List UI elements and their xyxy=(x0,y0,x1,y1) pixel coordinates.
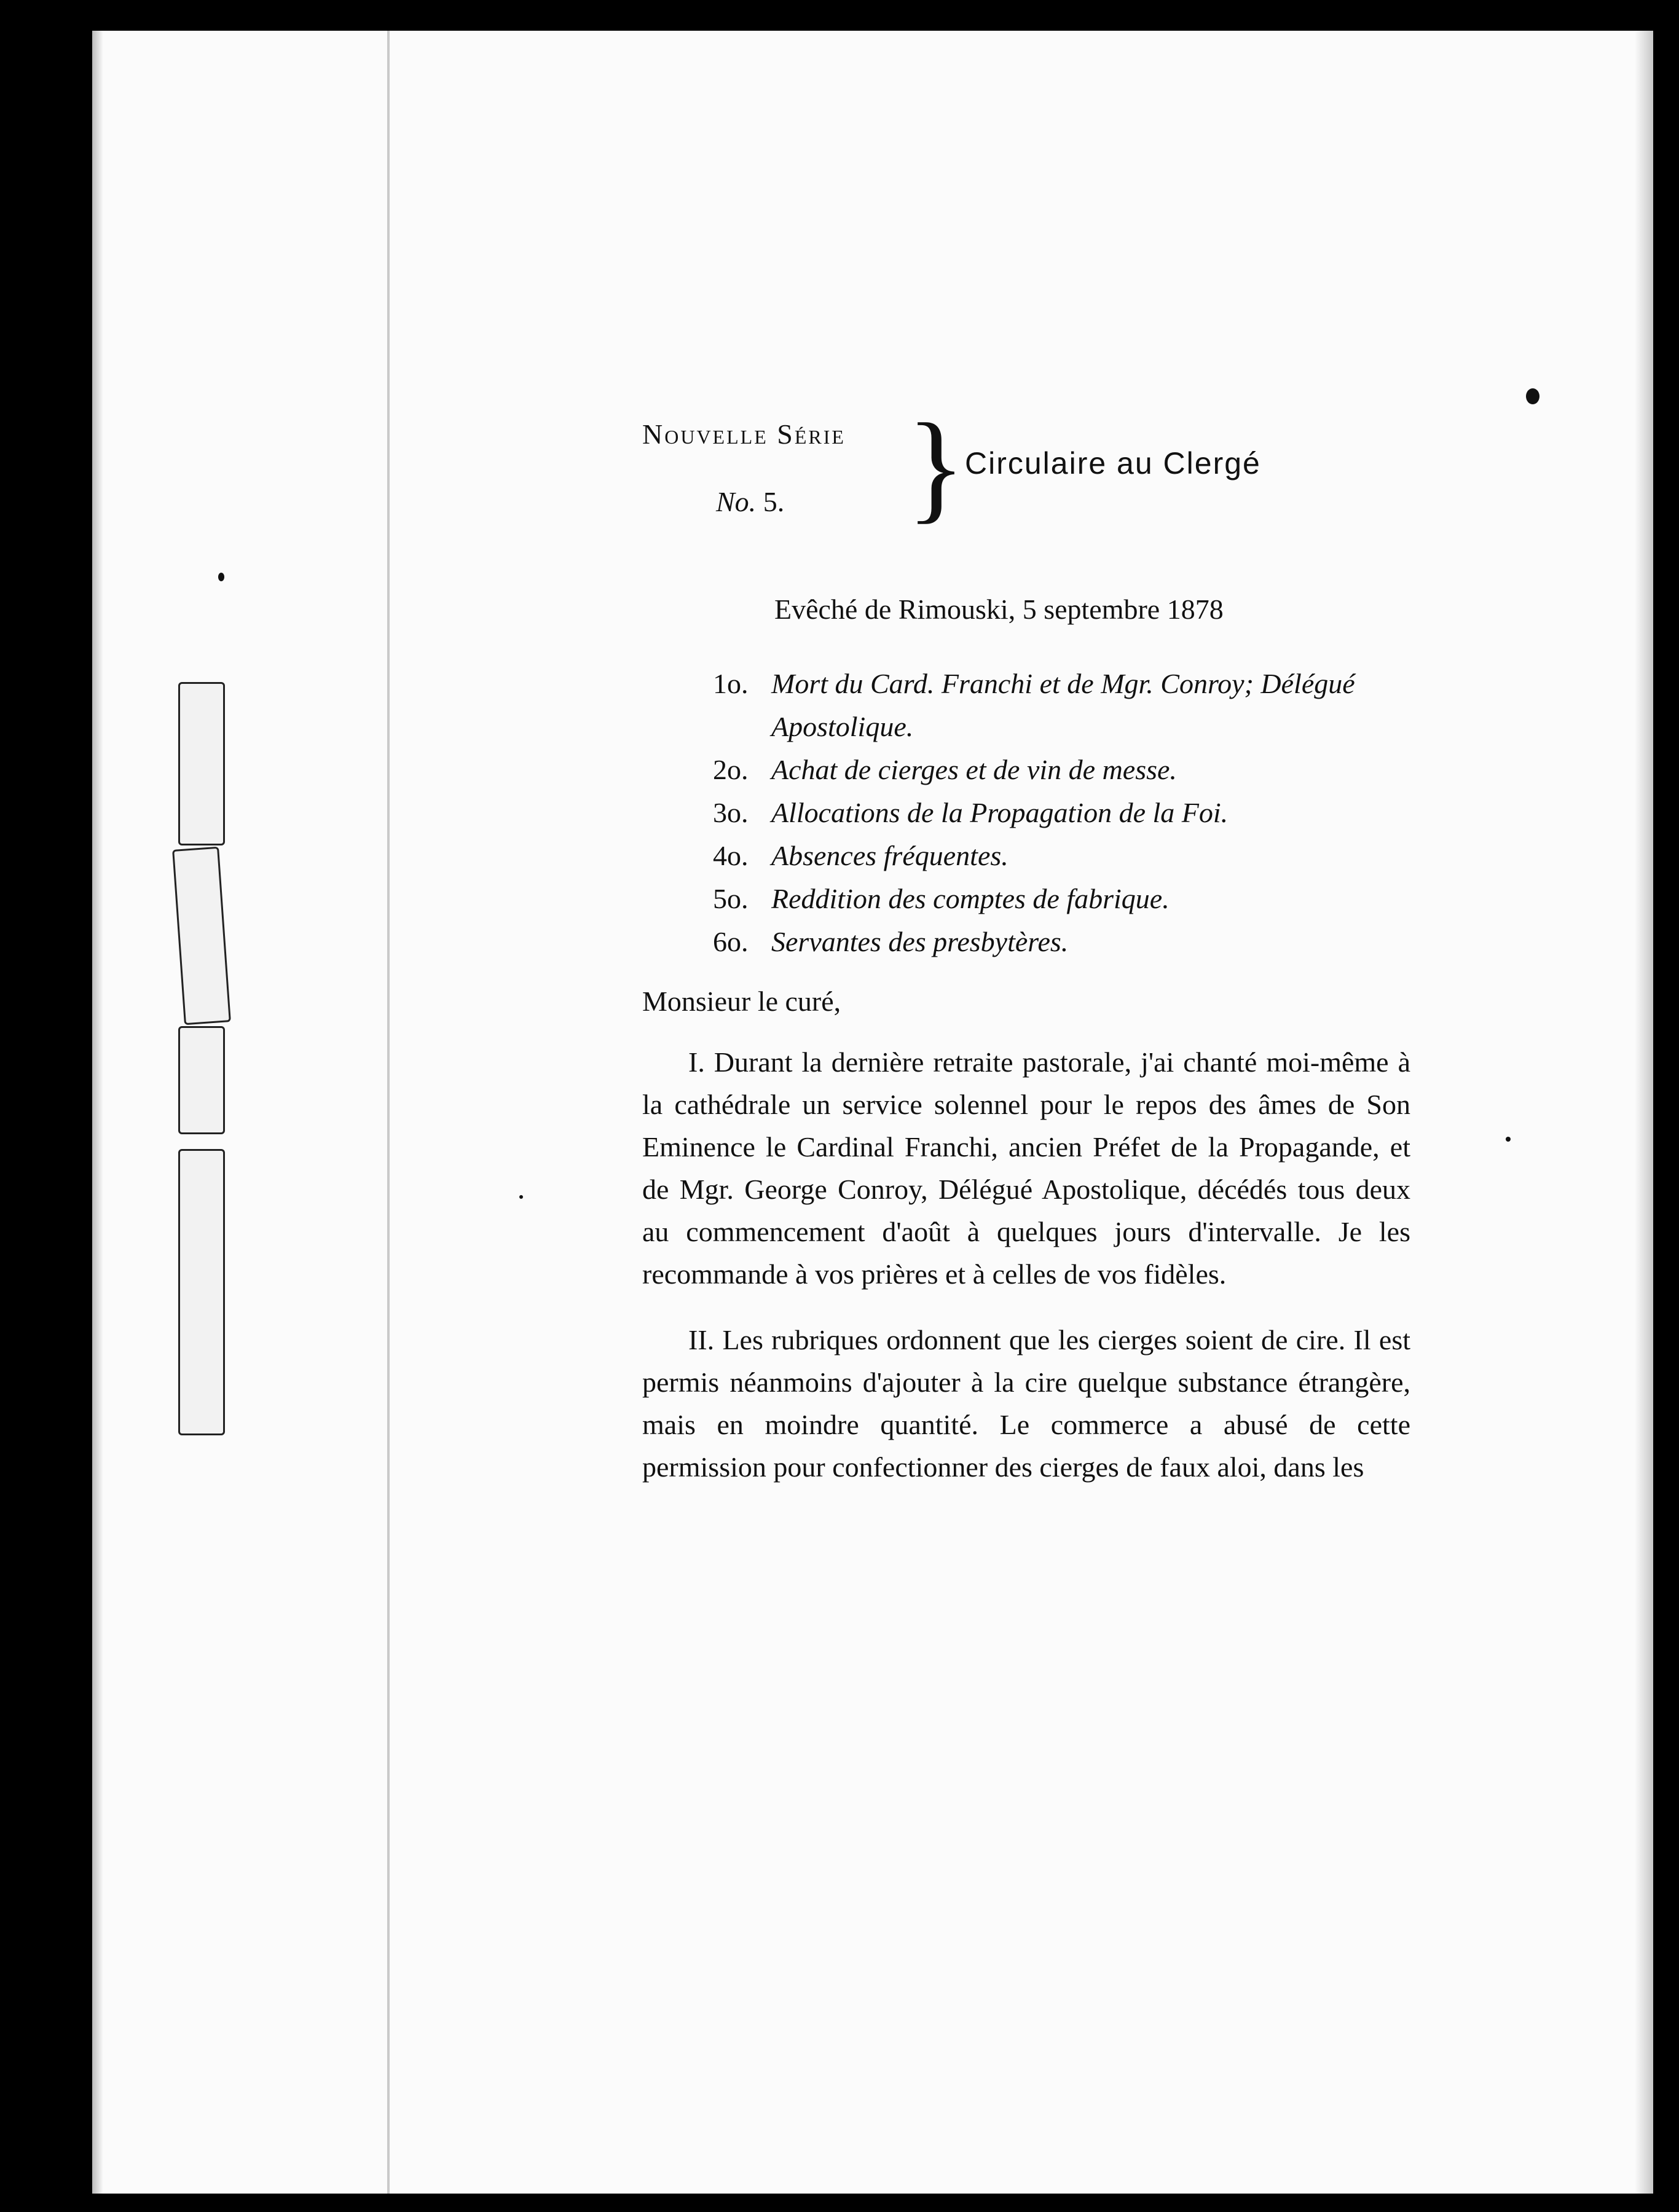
binding-tab xyxy=(178,682,225,845)
list-item xyxy=(713,834,1410,877)
salutation: Monsieur le curé, xyxy=(642,986,841,1017)
topic-number: 5o. xyxy=(713,883,749,914)
number-prefix: No. xyxy=(716,486,757,517)
header-brace: } xyxy=(906,399,965,535)
binding-tab xyxy=(172,847,231,1026)
series-label: Nouvelle Série xyxy=(642,418,846,450)
paragraph-2: II. Les rubriques ordonnent que les cierges soient de cire. Il est permis néanmoins d'ajouter à la cire quelque substance étrangère, mais en moindre quantité. Le commerce a abusé de cette permission pour confectionner des cierges de faux aloi, dans les xyxy=(642,1324,1410,1483)
topic-text: Reddition des comptes de fabrique. xyxy=(771,883,1170,914)
topic-number: 6o. xyxy=(713,926,749,957)
ink-speck xyxy=(218,573,224,581)
number-value: 5. xyxy=(763,486,785,517)
circular-text-block xyxy=(642,399,1410,1488)
topic-number: 4o. xyxy=(713,840,749,871)
circular-number xyxy=(716,485,784,518)
topic-text: Servantes des presbytères. xyxy=(771,926,1069,957)
topic-text: Allocations de la Propagation de la Foi. xyxy=(771,797,1229,828)
ink-speck xyxy=(1506,1137,1511,1142)
page-fold-line xyxy=(387,31,390,2194)
topic-number: 3o. xyxy=(713,797,749,828)
page-left-edge xyxy=(92,31,103,2194)
topic-text: Mort du Card. Franchi et de Mgr. Conroy; Délégué Apostolique. xyxy=(771,668,1355,742)
paragraph-1: I. Durant la dernière retraite pastorale, j'ai chanté moi-même à la cathédrale un service solennel pour le repos des âmes de Son Eminence le Cardinal Franchi, ancien Préfet de la Propagande, et de Mgr. George Conroy, Délégué Apostolique, décédés tous deux au commencement d'août à quelques jours d'intervalle. Je les recommande à vos prières et à celles de vos fidèles. xyxy=(642,1046,1410,1290)
ink-speck xyxy=(1526,388,1539,404)
topic-list xyxy=(713,662,1410,963)
topic-number: 2o. xyxy=(713,754,749,785)
list-item xyxy=(713,662,1410,748)
topic-number: 1o. xyxy=(713,668,749,699)
topic-text: Achat de cierges et de vin de messe. xyxy=(771,754,1177,785)
dateline: Evêché de Rimouski, 5 septembre 1878 xyxy=(774,594,1224,625)
list-item xyxy=(713,877,1410,920)
circular-header xyxy=(642,399,1410,541)
page-right-edge xyxy=(1635,31,1653,2194)
list-item xyxy=(713,920,1410,963)
ink-speck xyxy=(519,1195,523,1199)
list-item xyxy=(713,748,1410,791)
binding-tab xyxy=(178,1026,225,1134)
topic-text: Absences fréquentes. xyxy=(771,840,1009,871)
list-item xyxy=(713,791,1410,834)
circular-title: Circulaire au Clergé xyxy=(965,446,1261,480)
binding-tab xyxy=(178,1149,225,1435)
